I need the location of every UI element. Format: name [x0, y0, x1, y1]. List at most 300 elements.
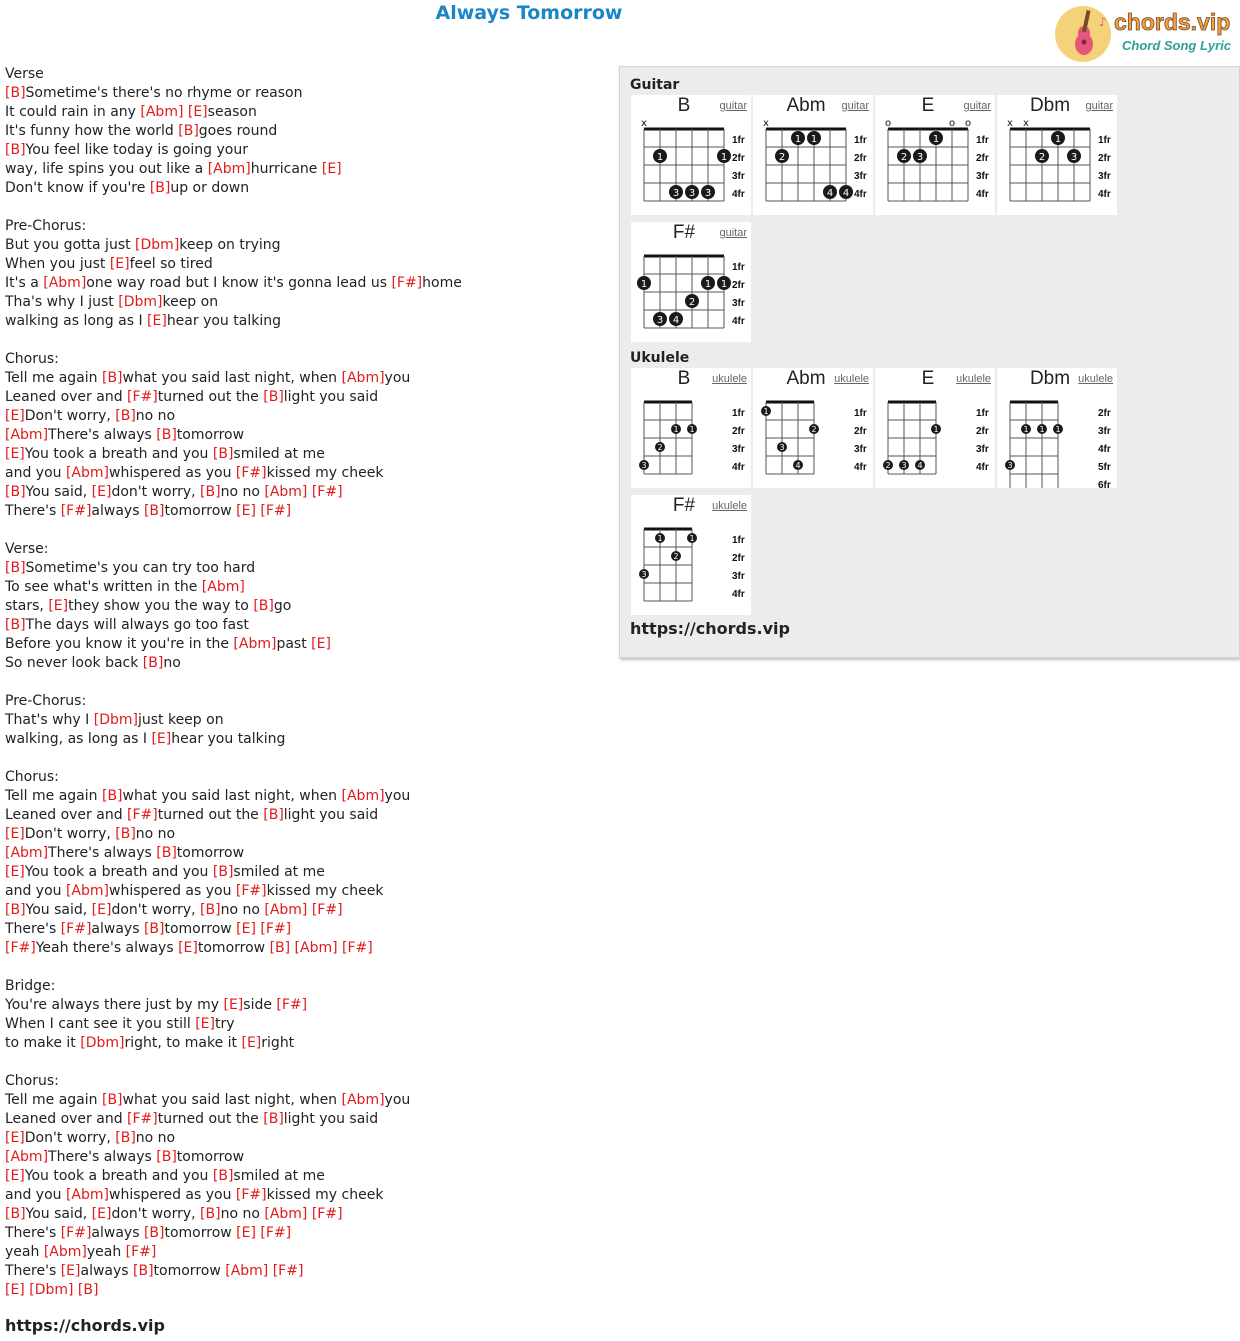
chord-link[interactable]: [B] [269, 940, 291, 956]
chord-link[interactable]: [E] [236, 503, 256, 519]
finger-number: 2 [900, 152, 908, 163]
finger-number: 4 [826, 188, 834, 199]
chord-link[interactable]: [E] [91, 902, 112, 918]
open-string-marker: o [884, 119, 892, 129]
lyric-text: Pre-Chorus: [5, 218, 87, 234]
chord-link[interactable]: [E] [91, 1206, 112, 1222]
chord-link[interactable]: [F#] [5, 940, 36, 956]
chord-link[interactable]: [Abm] [201, 579, 245, 595]
instrument-link[interactable]: ukulele [712, 500, 747, 512]
chord-link[interactable]: [F#] [127, 389, 158, 405]
chord-name: Abm [786, 95, 826, 116]
ukulele-chord-card[interactable] [875, 368, 995, 488]
finger-number: 3 [641, 570, 647, 579]
chord-link[interactable]: [Abm] [225, 1263, 269, 1279]
chord-link[interactable]: [E] [5, 408, 25, 424]
chord-link[interactable]: [B] [263, 807, 284, 823]
fret-label: 1fr [732, 535, 745, 546]
finger-number: 3 [1007, 461, 1013, 470]
lyrics-body [5, 65, 462, 1300]
lyric-text: what you said last night, when [122, 1092, 342, 1108]
fret-label: 1fr [854, 135, 867, 146]
chord-link[interactable]: [F#] [60, 1225, 92, 1241]
lyric-line [5, 502, 462, 521]
chord-link[interactable]: [E] [241, 1035, 262, 1051]
chord-link[interactable]: [B] [156, 845, 177, 861]
lyric-text: always [80, 1263, 134, 1279]
chord-link[interactable]: [B] [77, 1282, 99, 1298]
lyric-text: You took a breath and you [24, 446, 213, 462]
chord-link[interactable]: [E] [321, 161, 342, 177]
chord-name: F# [672, 495, 696, 516]
chord-link[interactable]: [B] [115, 826, 136, 842]
lyric-text: kissed my cheek [266, 1187, 384, 1203]
chord-link[interactable]: [E] [236, 921, 256, 937]
lyric-text: Verse: [5, 541, 49, 557]
chord-link[interactable]: [Abm] [5, 427, 49, 443]
lyric-text: they show you the way to [68, 598, 254, 614]
chord-link[interactable]: [B] [5, 1206, 26, 1222]
chord-link[interactable]: [B] [200, 902, 221, 918]
chord-link[interactable]: [E] [311, 636, 331, 652]
lyric-line [5, 445, 462, 464]
instrument-link[interactable]: guitar [841, 100, 869, 112]
lyric-text: You took a breath and you [24, 864, 213, 880]
chord-link[interactable]: [B] [5, 617, 26, 633]
chord-link[interactable]: [F#] [311, 902, 343, 918]
chord-link[interactable]: [Dbm] [118, 294, 163, 310]
chord-link[interactable]: [Abm] [294, 940, 338, 956]
lyric-line [5, 426, 462, 445]
finger-number: 1 [673, 425, 679, 434]
lyric-line [5, 787, 462, 806]
fret-label: 4fr [854, 462, 867, 473]
lyric-text: right, to make it [124, 1035, 242, 1051]
chord-link[interactable]: [Dbm] [80, 1035, 125, 1051]
lyric-line [5, 160, 462, 179]
chord-diagram [997, 392, 1117, 488]
chord-name: E [921, 95, 935, 116]
lyric-line [5, 844, 462, 863]
lyric-text: You said, [25, 1206, 92, 1222]
chord-link[interactable]: [F#] [342, 940, 373, 956]
lyric-line [5, 654, 462, 673]
chord-link[interactable]: [B] [143, 921, 165, 937]
chord-diagram-panel [619, 66, 1240, 658]
lyric-text: To see what's written in the [5, 579, 202, 595]
fret-label: 2fr [1098, 408, 1111, 419]
chord-link[interactable]: [B] [263, 1111, 284, 1127]
muted-string-marker: x [641, 119, 647, 129]
chord-link[interactable]: [Abm] [140, 104, 184, 120]
chord-link[interactable]: [E] [223, 997, 244, 1013]
lyric-text: way, life spins you out like a [5, 161, 208, 177]
lyric-text: Chorus: [5, 1073, 59, 1089]
finger-number: 1 [720, 279, 728, 290]
chord-link[interactable]: [B] [212, 1168, 234, 1184]
finger-number: 3 [779, 443, 785, 452]
lyric-text: you [384, 370, 411, 386]
lyric-text: don't worry, [111, 484, 201, 500]
chord-link[interactable]: [E] [48, 598, 69, 614]
lyric-line [5, 1015, 462, 1034]
lyric-line [5, 730, 462, 749]
chord-link[interactable]: [E] [5, 1130, 25, 1146]
chord-link[interactable]: [B] [149, 180, 171, 196]
chord-link[interactable]: [B] [5, 560, 26, 576]
lyric-line [5, 996, 462, 1015]
finger-number: 1 [720, 152, 728, 163]
lyric-text: smiled at me [233, 446, 325, 462]
chord-link[interactable]: [E] [109, 256, 130, 272]
chord-name: B [677, 368, 691, 389]
chord-link[interactable]: [Abm] [264, 1206, 308, 1222]
lyric-line [5, 597, 462, 616]
fret-label: 5fr [1098, 462, 1111, 473]
fret-label: 3fr [854, 171, 867, 182]
ukulele-chord-card[interactable] [631, 368, 751, 488]
chord-link[interactable]: [E] [178, 940, 198, 956]
chord-link[interactable]: [E] [5, 1282, 25, 1298]
lyric-text: tomorrow [176, 845, 245, 861]
fret-label: 4fr [854, 189, 867, 200]
chord-link[interactable]: [B] [253, 598, 274, 614]
chord-link[interactable]: [B] [212, 446, 234, 462]
finger-number: 4 [672, 315, 680, 326]
chord-link[interactable]: [B] [142, 655, 164, 671]
chord-link[interactable]: [B] [143, 1225, 165, 1241]
chord-link[interactable]: [Abm] [264, 484, 308, 500]
lyric-line [5, 711, 462, 730]
chord-link[interactable]: [B] [156, 427, 177, 443]
lyric-text: past [276, 636, 312, 652]
chord-link[interactable]: [F#] [60, 503, 92, 519]
finger-number: 1 [933, 425, 939, 434]
lyric-text: walking as long as I [5, 313, 148, 329]
chord-link[interactable]: [F#] [235, 465, 267, 481]
chord-link[interactable]: [B] [212, 864, 234, 880]
finger-number: 2 [811, 425, 817, 434]
lyric-text: Don't worry, [24, 1130, 116, 1146]
fret-label: 2fr [732, 153, 745, 164]
lyric-text: Yeah there's always [35, 940, 179, 956]
muted-string-marker: x [763, 119, 769, 129]
lyric-text: Don't know if you're [5, 180, 150, 196]
chord-link[interactable]: [F#] [260, 1225, 292, 1241]
finger-number: 1 [704, 279, 712, 290]
lyric-line [5, 939, 462, 958]
fret-label: 4fr [732, 462, 745, 473]
guitar-chord-card[interactable] [875, 95, 995, 215]
chord-link[interactable]: [E] [5, 1168, 25, 1184]
ukulele-chord-card[interactable] [753, 368, 873, 488]
lyric-line [5, 920, 462, 939]
chord-link[interactable]: [F#] [235, 1187, 267, 1203]
lyric-text: and you [5, 465, 66, 481]
guitar-chord-card[interactable] [631, 222, 751, 342]
lyric-text: There's always [48, 1149, 157, 1165]
lyric-line [5, 768, 462, 787]
chord-diagram [753, 119, 873, 215]
fret-label: 4fr [1098, 444, 1111, 455]
chord-link[interactable]: [F#] [127, 807, 158, 823]
chord-link[interactable]: [F#] [127, 1111, 158, 1127]
lyric-text: Leaned over and [5, 1111, 128, 1127]
chord-link[interactable]: [Dbm] [93, 712, 138, 728]
chord-link[interactable]: [E] [147, 313, 167, 329]
lyric-text: It's a [5, 275, 44, 291]
chord-name: Dbm [1029, 368, 1071, 389]
lyric-text: Sometime's you can try too hard [25, 560, 256, 576]
lyric-text: tomorrow [197, 940, 270, 956]
finger-number: 2 [778, 152, 786, 163]
chord-link[interactable]: [Dbm] [29, 1282, 74, 1298]
fret-label: 2fr [732, 426, 745, 437]
chord-link[interactable]: [B] [115, 408, 136, 424]
svg-text:♪: ♪ [1099, 15, 1107, 29]
lyric-text: tomorrow [164, 503, 237, 519]
lyric-text: Sometime's there's no rhyme or reason [25, 85, 303, 101]
blank-line [5, 521, 462, 540]
chord-name: E [921, 368, 935, 389]
chord-link[interactable]: [F#] [260, 921, 292, 937]
lyric-text: you [384, 1092, 411, 1108]
chord-link[interactable]: [B] [200, 484, 221, 500]
chord-link[interactable]: [Abm] [341, 788, 385, 804]
chord-diagram [631, 246, 751, 342]
chord-link[interactable]: [E] [195, 1016, 215, 1032]
lyric-text: what you said last night, when [122, 788, 342, 804]
chord-link[interactable]: [F#] [260, 503, 292, 519]
lyric-text: keep on [162, 294, 219, 310]
lyric-text: It could rain in any [5, 104, 141, 120]
chord-link[interactable]: [Abm] [207, 161, 251, 177]
lyric-text: right [261, 1035, 295, 1051]
lyric-text: always [91, 921, 144, 937]
lyric-text: There's [5, 921, 61, 937]
instrument-link[interactable]: guitar [719, 227, 747, 239]
lyric-line [5, 635, 462, 654]
chord-link[interactable]: [B] [101, 370, 123, 386]
lyric-line [5, 293, 462, 312]
lyric-line [5, 1281, 462, 1300]
chord-link[interactable]: [F#] [391, 275, 423, 291]
lyric-line [5, 1205, 462, 1224]
guitar-chord-card[interactable] [753, 95, 873, 215]
lyric-text: Chorus: [5, 351, 59, 367]
lyric-text: kissed my cheek [266, 883, 384, 899]
lyric-text: home [422, 275, 462, 291]
chord-link[interactable]: [B] [5, 142, 26, 158]
logo-brand: chords.vip [1114, 9, 1231, 35]
lyric-text: smiled at me [233, 1168, 325, 1184]
chord-link[interactable]: [E] [60, 1263, 81, 1279]
chord-link[interactable]: [F#] [311, 1206, 343, 1222]
chord-link[interactable]: [E] [5, 446, 25, 462]
finger-number: 1 [1055, 425, 1061, 434]
finger-number: 1 [932, 134, 940, 145]
chord-link[interactable]: [B] [5, 484, 26, 500]
fret-label: 2fr [732, 280, 745, 291]
instrument-link[interactable]: ukulele [956, 373, 991, 385]
lyric-text: tomorrow [164, 1225, 237, 1241]
chord-link[interactable]: [F#] [311, 484, 343, 500]
lyric-line [5, 1224, 462, 1243]
lyric-text: whispered as you [109, 1187, 236, 1203]
ukulele-chord-card[interactable] [997, 368, 1117, 488]
chord-link[interactable]: [Abm] [65, 883, 109, 899]
guitar-section-label: Guitar [630, 77, 680, 93]
lyric-text: Leaned over and [5, 807, 128, 823]
chord-link[interactable]: [Abm] [43, 275, 87, 291]
lyric-text: So never look back [5, 655, 143, 671]
finger-number: 2 [657, 443, 663, 452]
chord-link[interactable]: [E] [5, 864, 25, 880]
chord-link[interactable]: [B] [178, 123, 199, 139]
finger-number: 4 [795, 461, 801, 470]
lyric-text: tomorrow [176, 427, 245, 443]
chord-link[interactable]: [F#] [125, 1244, 157, 1260]
chord-link[interactable]: [B] [143, 503, 165, 519]
chord-diagram [997, 119, 1117, 215]
lyric-text: Tha's why I just [5, 294, 119, 310]
fret-label: 3fr [976, 444, 989, 455]
chord-link[interactable]: [B] [101, 1092, 123, 1108]
chord-link[interactable]: [Abm] [264, 902, 308, 918]
lyric-text: Pre-Chorus: [5, 693, 87, 709]
guitar-chord-card[interactable] [631, 95, 751, 215]
lyric-line [5, 863, 462, 882]
chord-link[interactable]: [B] [115, 1130, 136, 1146]
chord-link[interactable]: [F#] [235, 883, 267, 899]
lyric-text: When I cant see it you still [5, 1016, 196, 1032]
lyric-text: one way road but I know it's gonna lead us [86, 275, 392, 291]
chord-link[interactable]: [B] [5, 902, 26, 918]
lyric-text: There's [5, 503, 61, 519]
chord-link[interactable]: [Dbm] [135, 237, 180, 253]
chord-link[interactable]: [E] [5, 826, 25, 842]
lyric-line [5, 236, 462, 255]
lyric-text: no no [220, 1206, 265, 1222]
fret-label: 1fr [732, 262, 745, 273]
finger-number: 4 [842, 188, 850, 199]
instrument-link[interactable]: guitar [719, 100, 747, 112]
lyric-text: Before you know it you're in the [5, 636, 234, 652]
chord-link[interactable]: [B] [133, 1263, 154, 1279]
lyric-line [5, 1167, 462, 1186]
lyric-line [5, 312, 462, 331]
blank-line [5, 958, 462, 977]
chord-link[interactable]: [B] [156, 1149, 177, 1165]
lyric-text: kissed my cheek [266, 465, 384, 481]
footer-link[interactable]: https://chords.vip [5, 1316, 165, 1335]
fret-label: 2fr [732, 553, 745, 564]
fret-label: 2fr [1098, 153, 1111, 164]
site-logo[interactable] [1054, 4, 1236, 64]
fret-label: 1fr [732, 408, 745, 419]
chord-link[interactable]: [Abm] [341, 1092, 385, 1108]
chord-link[interactable]: [Abm] [65, 465, 109, 481]
instrument-link[interactable]: guitar [963, 100, 991, 112]
lyric-text: There's always [48, 845, 157, 861]
chord-link[interactable]: [Abm] [233, 636, 277, 652]
panel-url-link[interactable]: https://chords.vip [630, 619, 790, 638]
lyric-text: turned out the [157, 807, 264, 823]
instrument-link[interactable]: guitar [1085, 100, 1113, 112]
instrument-link[interactable]: ukulele [712, 373, 747, 385]
lyric-text: tomorrow [176, 1149, 245, 1165]
lyric-line [5, 1091, 462, 1110]
lyric-text: don't worry, [111, 902, 201, 918]
lyric-text: stars, [5, 598, 49, 614]
chord-link[interactable]: [F#] [276, 997, 308, 1013]
lyric-text: light you said [283, 389, 379, 405]
lyric-text: to make it [5, 1035, 81, 1051]
chord-link[interactable]: [E] [187, 104, 208, 120]
finger-number: 1 [657, 534, 663, 543]
fret-label: 3fr [732, 444, 745, 455]
lyric-line [5, 274, 462, 293]
lyric-text: tomorrow [164, 921, 237, 937]
chord-link[interactable]: [E] [151, 731, 172, 747]
lyric-line [5, 369, 462, 388]
finger-number: 2 [673, 552, 679, 561]
chord-link[interactable]: [B] [5, 85, 26, 101]
lyric-text: yeah [5, 1244, 44, 1260]
instrument-link[interactable]: ukulele [1078, 373, 1113, 385]
ukulele-chord-card[interactable] [631, 495, 751, 615]
lyric-line [5, 141, 462, 160]
blank-line [5, 1053, 462, 1072]
lyric-text: whispered as you [109, 883, 236, 899]
instrument-link[interactable]: ukulele [834, 373, 869, 385]
lyric-text: no no [135, 1130, 176, 1146]
lyric-line [5, 1262, 462, 1281]
lyric-line [5, 103, 462, 122]
chord-link[interactable]: [Abm] [43, 1244, 87, 1260]
lyric-text: Leaned over and [5, 389, 128, 405]
lyric-text: no no [135, 408, 176, 424]
lyric-text: smiled at me [233, 864, 325, 880]
chord-link[interactable]: [F#] [272, 1263, 304, 1279]
lyric-text: and you [5, 883, 66, 899]
lyric-text: go [273, 598, 292, 614]
lyric-text: Don't worry, [24, 826, 116, 842]
chord-link[interactable]: [F#] [60, 921, 92, 937]
chord-link[interactable]: [E] [236, 1225, 256, 1241]
lyric-text: Chorus: [5, 769, 59, 785]
chord-link[interactable]: [B] [263, 389, 284, 405]
finger-number: 1 [656, 152, 664, 163]
chord-link[interactable]: [Abm] [5, 845, 49, 861]
fret-label: 2fr [854, 153, 867, 164]
lyric-text: yeah [86, 1244, 126, 1260]
chord-link[interactable]: [B] [200, 1206, 221, 1222]
lyric-text: The days will always go too fast [25, 617, 249, 633]
lyric-text: always [91, 1225, 144, 1241]
chord-link[interactable]: [Abm] [341, 370, 385, 386]
chord-link[interactable]: [Abm] [5, 1149, 49, 1165]
lyric-text: Tell me again [5, 788, 102, 804]
chord-link[interactable]: [E] [91, 484, 112, 500]
lyric-line [5, 806, 462, 825]
lyric-text: no no [135, 826, 176, 842]
chord-link[interactable]: [Abm] [65, 1187, 109, 1203]
song-title[interactable]: Always Tomorrow [435, 2, 623, 24]
lyric-text: Tell me again [5, 1092, 102, 1108]
chord-link[interactable]: [B] [101, 788, 123, 804]
guitar-chord-card[interactable] [997, 95, 1117, 215]
